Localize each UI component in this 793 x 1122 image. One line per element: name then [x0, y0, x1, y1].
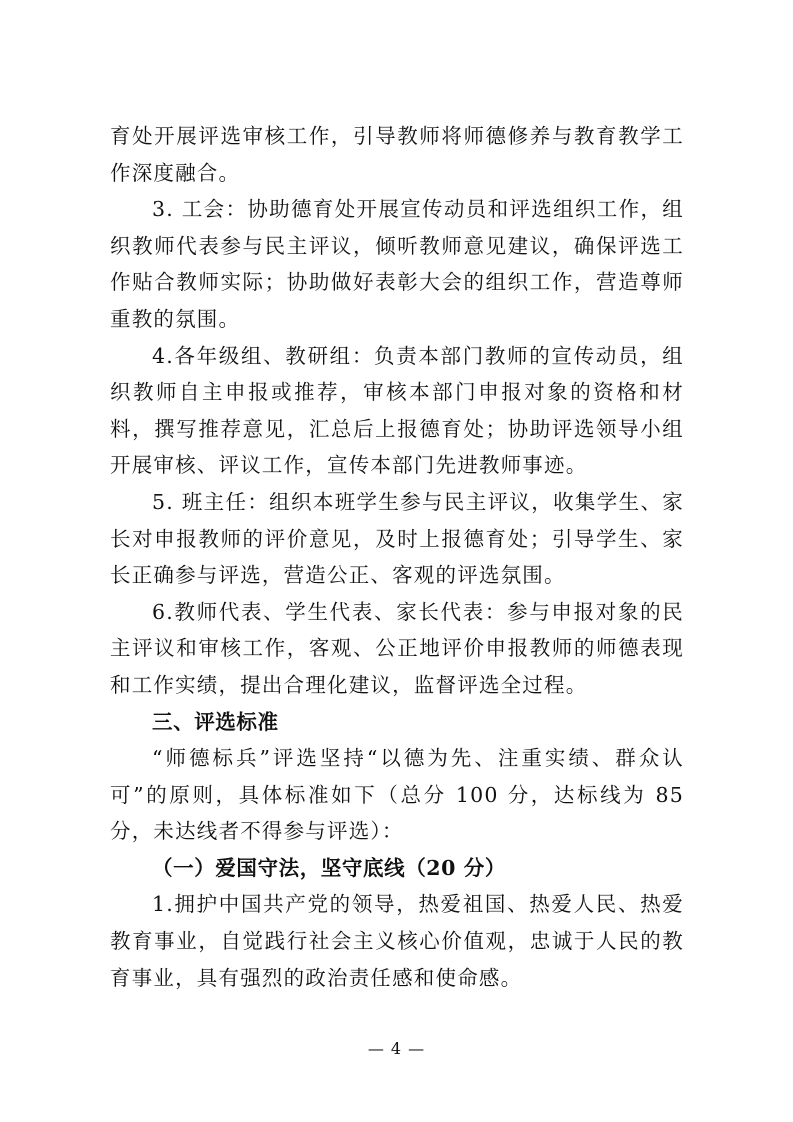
paragraph-representatives-duties: 6.教师代表、学生代表、家长代表：参与申报对象的民主评议和审核工作，客观、公正地评价申报教师的师德表现和工作实绩，提出合理化建议，监督评选全过程。 [110, 599, 684, 697]
paragraph-head-teacher-duties: 5. 班主任：组织本班学生参与民主评议，收集学生、家长对申报教师的评价意见，及时上报德育处；引导学生、家长正确参与评选，营造公正、客观的评选氛围。 [110, 489, 684, 588]
paragraph-union-duties: 3. 工会：协助德育处开展宣传动员和评选组织工作，组织教师代表参与民主评议，倾听教师意见建议，确保评选工作贴合教师实际；协助做好表彰大会的组织工作，营造尊师重教的氛围。 [110, 197, 684, 331]
paragraph-criterion-1: 1.拥护中国共产党的领导，热爱祖国、热爱人民、热爱教育事业，自觉践行社会主义核心价值观，忠诚于人民的教育事业，具有强烈的政治责任感和使命感。 [110, 892, 684, 990]
paragraph-continuation: 育处开展评选审核工作，引导教师将师德修养与教育教学工作深度融合。 [110, 124, 684, 185]
subsection-heading-patriotism: （一）爱国守法，坚守底线（20 分） [152, 855, 506, 880]
paragraph-criteria-intro: “师德标兵”评选坚持“以德为先、注重实绩、群众认可”的原则，具体标准如下（总分 100 分，达标线为 85 分，未达线者不得参与评选）： [110, 746, 684, 844]
page-number: — 4 — [367, 1039, 426, 1058]
paragraph-grade-groups-duties: 4.各年级组、教研组：负责本部门教师的宣传动员，组织教师自主申报或推荐，审核本部门申报对象的资格和材料，撰写推荐意见，汇总后上报德育处；协助评选领导小组开展审核、评议工作，宣传本部门先进教师事迹。 [110, 343, 684, 478]
document-body [110, 118, 684, 996]
section-heading-criteria: 三、评选标准 [152, 709, 279, 734]
